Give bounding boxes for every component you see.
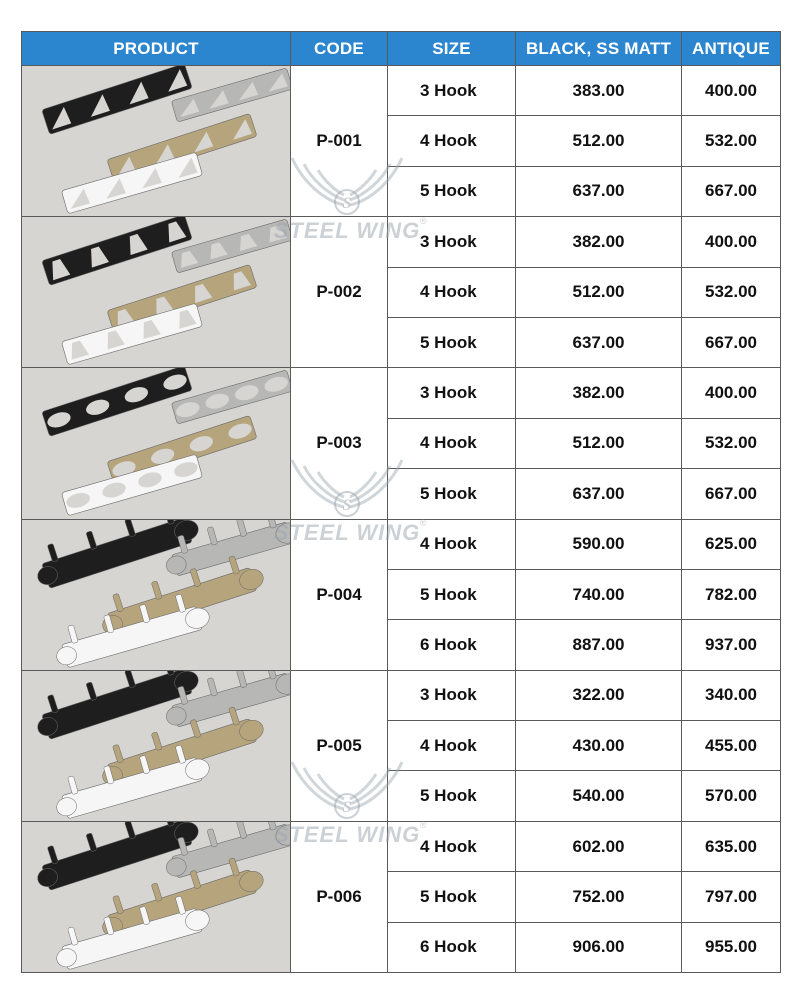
size-cell: 4 Hook bbox=[388, 116, 516, 166]
product-photo bbox=[22, 519, 291, 670]
black-ss-matt-price: 512.00 bbox=[516, 267, 682, 317]
table-row bbox=[22, 66, 781, 116]
table-row bbox=[22, 368, 781, 418]
antique-price: 570.00 bbox=[682, 771, 781, 821]
antique-price: 635.00 bbox=[682, 821, 781, 871]
black-ss-matt-price: 590.00 bbox=[516, 519, 682, 569]
size-cell: 5 Hook bbox=[388, 317, 516, 367]
hook-rail-triangle-cutout bbox=[22, 66, 290, 216]
antique-price: 625.00 bbox=[682, 519, 781, 569]
size-cell: 6 Hook bbox=[388, 922, 516, 972]
product-code: P-006 bbox=[291, 821, 388, 972]
black-ss-matt-price: 430.00 bbox=[516, 721, 682, 771]
black-ss-matt-price: 382.00 bbox=[516, 217, 682, 267]
antique-price: 532.00 bbox=[682, 418, 781, 468]
table-row bbox=[22, 670, 781, 720]
size-cell: 3 Hook bbox=[388, 66, 516, 116]
watermark-logo-letter: S bbox=[342, 195, 352, 212]
antique-price: 667.00 bbox=[682, 317, 781, 367]
black-ss-matt-price: 512.00 bbox=[516, 418, 682, 468]
antique-price: 340.00 bbox=[682, 670, 781, 720]
hook-rail-leaf-end bbox=[22, 520, 290, 670]
product-photo bbox=[22, 670, 291, 821]
product-code: P-001 bbox=[291, 66, 388, 217]
size-cell: 6 Hook bbox=[388, 620, 516, 670]
black-ss-matt-price: 637.00 bbox=[516, 317, 682, 367]
black-ss-matt-price: 540.00 bbox=[516, 771, 682, 821]
antique-price: 532.00 bbox=[682, 267, 781, 317]
watermark-text: STEEL WING bbox=[273, 822, 421, 847]
header-black-ss-matt: BLACK, SS MATT bbox=[516, 32, 682, 66]
product-photo bbox=[22, 217, 291, 368]
size-cell: 4 Hook bbox=[388, 721, 516, 771]
size-cell: 5 Hook bbox=[388, 569, 516, 619]
black-ss-matt-price: 752.00 bbox=[516, 872, 682, 922]
product-code: P-005 bbox=[291, 670, 388, 821]
hook-rail-trapezoid-cutout bbox=[22, 217, 290, 367]
hook-rail-spiral-end bbox=[22, 822, 290, 972]
product-photo bbox=[22, 66, 291, 217]
black-ss-matt-price: 887.00 bbox=[516, 620, 682, 670]
black-ss-matt-price: 322.00 bbox=[516, 670, 682, 720]
size-cell: 3 Hook bbox=[388, 368, 516, 418]
antique-price: 782.00 bbox=[682, 569, 781, 619]
antique-price: 455.00 bbox=[682, 721, 781, 771]
size-cell: 5 Hook bbox=[388, 872, 516, 922]
product-code: P-003 bbox=[291, 368, 388, 519]
antique-price: 937.00 bbox=[682, 620, 781, 670]
watermark-mark: ® bbox=[420, 820, 427, 830]
header-code: CODE bbox=[291, 32, 388, 66]
watermark-mark: ® bbox=[420, 216, 427, 226]
header-product: PRODUCT bbox=[22, 32, 291, 66]
black-ss-matt-price: 637.00 bbox=[516, 166, 682, 216]
size-cell: 3 Hook bbox=[388, 670, 516, 720]
table-row bbox=[22, 821, 781, 871]
black-ss-matt-price: 382.00 bbox=[516, 368, 682, 418]
header-size: SIZE bbox=[388, 32, 516, 66]
size-cell: 5 Hook bbox=[388, 469, 516, 519]
header-antique: ANTIQUE bbox=[682, 32, 781, 66]
product-code: P-004 bbox=[291, 519, 388, 670]
size-cell: 4 Hook bbox=[388, 267, 516, 317]
size-cell: 3 Hook bbox=[388, 217, 516, 267]
watermark-logo-letter: S bbox=[342, 497, 352, 514]
antique-price: 532.00 bbox=[682, 116, 781, 166]
black-ss-matt-price: 602.00 bbox=[516, 821, 682, 871]
size-cell: 5 Hook bbox=[388, 771, 516, 821]
size-cell: 4 Hook bbox=[388, 519, 516, 569]
size-cell: 5 Hook bbox=[388, 166, 516, 216]
black-ss-matt-price: 906.00 bbox=[516, 922, 682, 972]
antique-price: 400.00 bbox=[682, 66, 781, 116]
black-ss-matt-price: 383.00 bbox=[516, 66, 682, 116]
product-code: P-002 bbox=[291, 217, 388, 368]
size-cell: 4 Hook bbox=[388, 821, 516, 871]
size-cell: 4 Hook bbox=[388, 418, 516, 468]
watermark-text: STEEL WING bbox=[273, 520, 421, 545]
black-ss-matt-price: 637.00 bbox=[516, 469, 682, 519]
header-row bbox=[22, 32, 781, 66]
table-row bbox=[22, 217, 781, 267]
price-table bbox=[21, 31, 781, 973]
black-ss-matt-price: 740.00 bbox=[516, 569, 682, 619]
product-photo bbox=[22, 368, 291, 519]
watermark-mark: ® bbox=[420, 518, 427, 528]
antique-price: 667.00 bbox=[682, 166, 781, 216]
hook-rail-heart-end bbox=[22, 671, 290, 821]
hook-rail-oval-cutout bbox=[22, 368, 290, 518]
antique-price: 400.00 bbox=[682, 368, 781, 418]
product-photo bbox=[22, 821, 291, 972]
black-ss-matt-price: 512.00 bbox=[516, 116, 682, 166]
antique-price: 797.00 bbox=[682, 872, 781, 922]
antique-price: 955.00 bbox=[682, 922, 781, 972]
antique-price: 400.00 bbox=[682, 217, 781, 267]
watermark-logo-letter: S bbox=[342, 799, 352, 816]
watermark-text: STEEL WING bbox=[273, 218, 421, 243]
antique-price: 667.00 bbox=[682, 469, 781, 519]
table-row bbox=[22, 519, 781, 569]
